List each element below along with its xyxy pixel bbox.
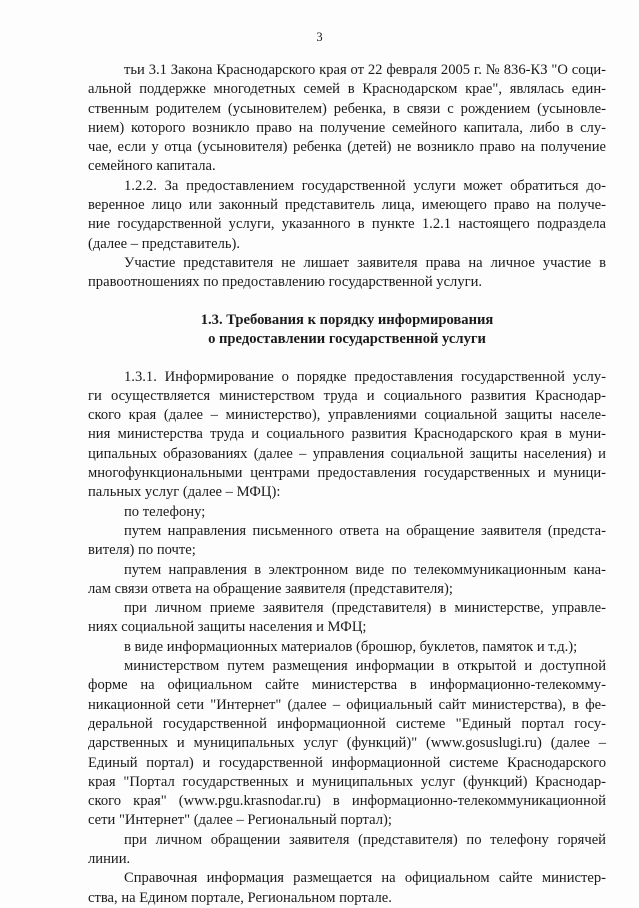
text-line: при личном приеме заявителя (представителя) в министерстве, управле- <box>124 600 606 617</box>
section-heading-line: о предоставлении государственной услуги <box>208 331 486 348</box>
text-line: путем направления в электронном виде по телекоммуникационным кана- <box>124 561 606 578</box>
paragraph <box>88 869 606 908</box>
text-line: Участие представителя не лишает заявителя права на личное участие в <box>124 254 606 271</box>
text-line: при личном обращении заявителя (представителя) по телефону горячей <box>124 831 606 848</box>
paragraph <box>88 657 606 831</box>
paragraph <box>88 599 606 638</box>
text-line: правоотношениях по предоставлению государственной услуги. <box>88 274 483 291</box>
spacer <box>88 293 606 311</box>
text-line: семейного капитала. <box>88 158 216 175</box>
text-line: края "Портал государственных и муниципальных услуг (функций) Краснодар- <box>88 773 606 790</box>
text-line: Единый портал) и государственной информационной системе Краснодарского <box>88 754 606 771</box>
paragraph <box>88 368 606 503</box>
text-line: вителя) по почте; <box>88 542 196 559</box>
text-line: нием) которого возникло право на получение семейного капитала, либо в слу- <box>88 119 606 136</box>
text-line: в виде информационных материалов (брошюр, буклетов, памяток и т.д.); <box>124 638 578 655</box>
paragraph <box>88 831 606 870</box>
text-line: ского края (далее – министерство), управлениями социальной защиты населе- <box>88 407 606 424</box>
text-line: ния министерства труда и социального развития Краснодарского края в муни- <box>88 426 606 443</box>
text-line: ства, на Едином портале, Региональном портале. <box>88 889 392 906</box>
text-line: (далее – представитель). <box>88 235 241 252</box>
paragraphs-before-heading <box>88 61 606 293</box>
text-line: ципальных образованиях (далее – управления социальной защиты населения) и <box>88 445 606 462</box>
text-line: пальных услуг (далее – МФЦ): <box>88 484 281 501</box>
document-body <box>88 61 606 908</box>
text-line: многофункциональными центрами предоставления государственных и муници- <box>88 465 606 482</box>
text-line: чае, если у отца (усыновителя) ребенка (детей) не возникло право на получение <box>88 139 606 156</box>
text-line: линии. <box>88 850 131 867</box>
text-line: никационной сети "Интернет" (далее – официальный сайт министерства), в фе- <box>88 696 606 713</box>
text-line: ского края" (www.pgu.krasnodar.ru) в информационно-телекоммуникационной <box>88 793 606 810</box>
text-line: министерством путем размещения информации в открытой и доступной <box>124 658 606 675</box>
text-line: ги осуществляется министерством труда и социального развития Краснодар- <box>88 387 606 404</box>
text-line: Справочная информация размещается на официальном сайте министер- <box>124 870 606 887</box>
text-line: лам связи ответа на обращение заявителя (представителя); <box>88 580 453 597</box>
text-line: веренное лицо или законный представитель лица, имеющего право на получе- <box>88 197 606 214</box>
paragraphs-after-heading <box>88 368 606 908</box>
page-number: 3 <box>316 30 323 44</box>
text-line: ственным родителем (усыновителем) ребенка, в связи с рождением (усыновле- <box>88 100 606 117</box>
paragraph <box>88 254 606 293</box>
paragraph <box>88 503 606 522</box>
paragraph <box>88 61 606 177</box>
paragraph <box>88 177 606 254</box>
text-line: 1.2.2. За предоставлением государственной услуги может обратиться до- <box>124 177 606 194</box>
text-line: форме на официальном сайте министерства в информационно-телекомму- <box>88 677 606 694</box>
text-line: сети "Интернет" (далее – Региональный портал); <box>88 812 392 829</box>
text-line: дарственных и муниципальных услуг (функций)" (www.gosuslugi.ru) (далее – <box>88 735 606 752</box>
section-heading <box>88 311 606 350</box>
paragraph <box>88 522 606 561</box>
paragraph <box>88 561 606 600</box>
text-line: деральной государственной информационной системе "Единый портал госу- <box>88 715 606 732</box>
section-heading-line: 1.3. Требования к порядку информирования <box>200 311 494 328</box>
text-line: тьи 3.1 Закона Краснодарского края от 22 февраля 2005 г. № 836-КЗ "О соци- <box>124 62 606 78</box>
text-line: альной поддержке многодетных семей в Краснодарском крае", являлась един- <box>88 81 606 98</box>
text-line: ниях социальной защиты населения и МФЦ; <box>88 619 367 636</box>
text-line: путем направления письменного ответа на обращение заявителя (предста- <box>124 522 606 539</box>
text-line: по телефону; <box>124 503 206 520</box>
text-line: ние государственной услуги, указанного в пункте 1.2.1 настоящего подраздела <box>88 216 606 233</box>
paragraph <box>88 638 606 657</box>
spacer <box>88 350 606 368</box>
text-line: 1.3.1. Информирование о порядке предоставления государственной услу- <box>124 368 606 385</box>
